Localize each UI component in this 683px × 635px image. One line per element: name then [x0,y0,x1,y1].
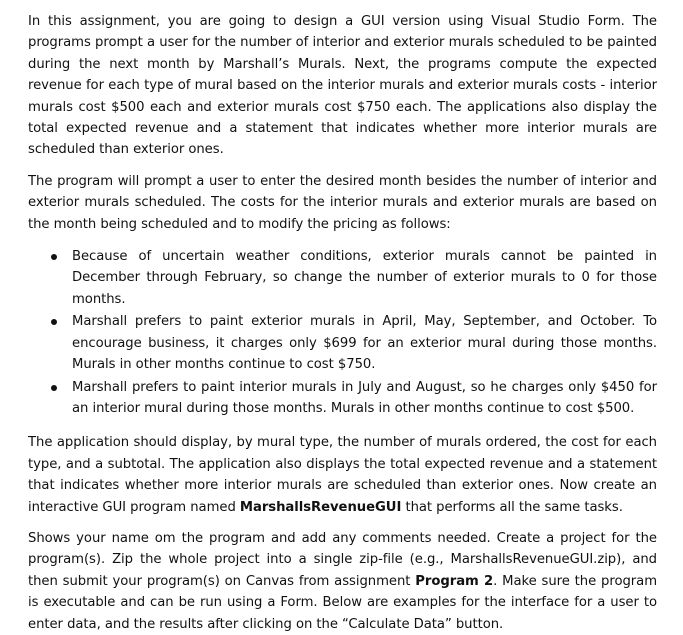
paragraph-text: Shows your name om the program and add any comments needed. Create a project for the program(s). Zip the whole project into a single zip-file (e.g., MarshallsRevenueGUI.zip), and then submit your program(s) on Canvas from assignment [28,530,657,589]
list-item [72,311,657,375]
list-item-text: Marshall prefers to paint interior murals in July and August, so he charges only $450 for an interior mural during those months. Murals in other months continue to cost $500. [72,379,657,416]
paragraph-text: The application should display, by mural type, the number of murals ordered, the cost for each type, and a subtotal. The application also displays the total expected revenue and a statement that indicates whether more interior murals are scheduled than exterior ones. Now create an interactive GUI program named [28,435,657,515]
assignment-name: Program 2 [415,573,494,589]
paragraph-text: . Make sure the program is executable and can be run using a Form. Below are examples for the interface for a user to enter data, and the results after clicking on the “Calculate Data” button. [28,573,657,632]
list-item [72,377,657,420]
display-requirements-paragraph [28,432,657,518]
list-item-text: Marshall prefers to paint exterior murals in April, May, September, and October. To encourage business, it charges only $699 for an exterior mural during those months. Murals in other months continue to cost $750. [72,314,657,373]
list-item [72,246,657,310]
requirements-paragraph: The program will prompt a user to enter the desired month besides the number of interior and exterior murals scheduled. The costs for the interior murals and exterior murals are based on the month being scheduled and to modify the pricing as follows: [28,173,657,232]
list-item-text: Because of uncertain weather conditions, exterior murals cannot be painted in December through February, so change the number of exterior murals to 0 for those months. [72,249,657,307]
pricing-rules-list [28,246,657,419]
paragraph-text: that performs all the same tasks. [401,499,623,515]
program-name: MarshallsRevenueGUI [239,499,402,515]
bullet-icon [51,319,57,325]
bullet-icon [51,254,57,260]
submission-paragraph [28,528,657,635]
intro-paragraph: In this assignment, you are going to design a GUI version using Visual Studio Form. The programs prompt a user for the number of interior and exterior murals scheduled to be painted during the next month by Marshall’s Murals. Next, the programs compute the expected revenue for each type of mural based on the interior murals and exterior murals costs - interior murals cost $500 each and exterior murals cost $750 each. The applications also display the total expected revenue and a statement that indicates whether more interior murals are scheduled than exterior ones. [28,14,657,158]
bullet-icon [51,385,57,391]
